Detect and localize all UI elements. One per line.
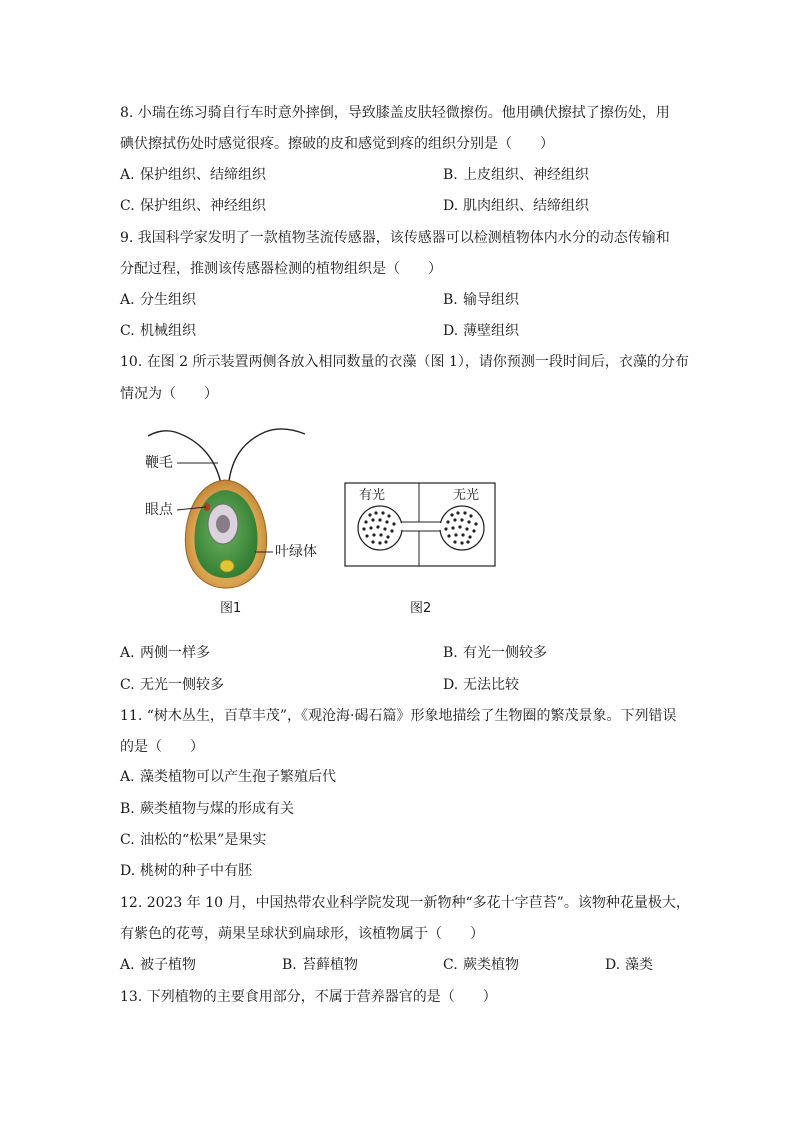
option-letter: D. bbox=[443, 677, 459, 693]
option-letter: A. bbox=[120, 769, 135, 785]
option-text: 藻类 bbox=[625, 957, 653, 973]
figure2-caption: 图2 bbox=[410, 601, 432, 616]
option-text: 苔藓植物 bbox=[302, 957, 358, 973]
q12-option-a[interactable] bbox=[120, 955, 196, 975]
q8-stem-line1: 8. 小瑞在练习骑自行车时意外摔倒，导致膝盖皮肤轻微擦伤。他用碘伏擦拭了擦伤处，用 bbox=[120, 105, 670, 121]
option-text: 藻类植物可以产生孢子繁殖后代 bbox=[140, 769, 336, 785]
option-text: 无法比较 bbox=[463, 677, 519, 693]
q9-option-b[interactable] bbox=[443, 290, 519, 310]
option-letter: A. bbox=[120, 957, 135, 973]
option-text: 保护组织、神经组织 bbox=[140, 198, 266, 214]
q10-stem-line2: 情况为（ ） bbox=[120, 386, 218, 402]
option-text: 油松的“松果”是果实 bbox=[140, 832, 267, 848]
option-letter: B. bbox=[120, 801, 135, 817]
option-letter: B. bbox=[282, 957, 297, 973]
nucleus bbox=[216, 515, 230, 533]
q11-option-a[interactable] bbox=[120, 767, 336, 787]
pyrenoid bbox=[220, 560, 234, 572]
option-letter: D. bbox=[443, 198, 459, 214]
option-letter: C. bbox=[120, 323, 135, 339]
label-dark-side: 无光 bbox=[453, 488, 480, 503]
q11-option-c[interactable] bbox=[120, 830, 266, 850]
q12-option-c[interactable] bbox=[443, 955, 519, 975]
option-letter: B. bbox=[443, 292, 458, 308]
q8-option-c[interactable] bbox=[120, 196, 266, 216]
q10-option-a[interactable] bbox=[120, 643, 210, 663]
figure1-caption: 图1 bbox=[220, 601, 242, 616]
tube-inner bbox=[399, 523, 441, 530]
option-letter: C. bbox=[120, 198, 135, 214]
q9-option-d[interactable] bbox=[443, 321, 519, 341]
option-text: 桃树的种子中有胚 bbox=[140, 863, 252, 879]
q11-stem-line1: 11. “树木丛生，百草丰茂”，《观沧海·碣石篇》形象地描绘了生物圈的繁茂景象。下列错误 bbox=[120, 708, 677, 724]
q10-option-b[interactable] bbox=[443, 643, 547, 663]
q10-option-d[interactable] bbox=[443, 675, 519, 695]
option-text: 无光一侧较多 bbox=[140, 677, 224, 693]
q8-stem-line2: 碘伏擦拭伤处时感觉很疼。擦破的皮和感觉到疼的组织分别是（ ） bbox=[120, 136, 554, 152]
q10-option-c[interactable] bbox=[120, 675, 224, 695]
option-text: 有光一侧较多 bbox=[463, 645, 547, 661]
q12-option-d[interactable] bbox=[605, 955, 653, 975]
flagellum-right bbox=[228, 429, 305, 490]
q11-option-b[interactable] bbox=[120, 799, 294, 819]
q9-option-a[interactable] bbox=[120, 290, 196, 310]
label-flagellum: 鞭毛 bbox=[145, 455, 173, 471]
q8-option-b[interactable] bbox=[443, 165, 589, 185]
option-letter: C. bbox=[120, 832, 135, 848]
option-letter: C. bbox=[120, 677, 135, 693]
option-letter: A. bbox=[120, 645, 135, 661]
option-letter: D. bbox=[443, 323, 459, 339]
option-text: 蕨类植物与煤的形成有关 bbox=[140, 801, 294, 817]
option-letter: D. bbox=[605, 957, 621, 973]
option-text: 分生组织 bbox=[140, 292, 196, 308]
option-text: 薄壁组织 bbox=[463, 323, 519, 339]
option-text: 肌肉组织、结缔组织 bbox=[463, 198, 589, 214]
option-text: 蕨类植物 bbox=[463, 957, 519, 973]
q11-option-d[interactable] bbox=[120, 861, 252, 881]
q9-stem-line1: 9. 我国科学家发明了一款植物茎流传感器，该传感器可以检测植物体内水分的动态传输和 bbox=[120, 230, 670, 246]
option-text: 两侧一样多 bbox=[140, 645, 210, 661]
q9-stem-line2: 分配过程，推测该传感器检测的植物组织是（ ） bbox=[120, 261, 442, 277]
label-chloroplast: 叶绿体 bbox=[275, 544, 317, 560]
q12-stem-line2: 有紫色的花萼，蒴果呈球状到扁球形，该植物属于（ ） bbox=[120, 926, 484, 942]
option-text: 上皮组织、神经组织 bbox=[463, 167, 589, 183]
q10-stem-line1: 10. 在图 2 所示装置两侧各放入相同数量的衣藻（图 1），请你预测一段时间后，衣藻的分布 bbox=[120, 354, 689, 370]
option-text: 保护组织、结缔组织 bbox=[140, 167, 266, 183]
q8-option-d[interactable] bbox=[443, 196, 589, 216]
q8-option-a[interactable] bbox=[120, 165, 266, 185]
option-letter: A. bbox=[120, 167, 135, 183]
label-light-side: 有光 bbox=[359, 488, 386, 503]
q12-stem-line1: 12. 2023 年 10 月，中国热带农业科学院发现一新物种“多花十字苣苔”。该物种花量极大， bbox=[120, 895, 690, 911]
q13-stem-line1: 13. 下列植物的主要食用部分，不属于营养器官的是（ ） bbox=[120, 989, 497, 1005]
option-letter: C. bbox=[443, 957, 458, 973]
label-eyespot: 眼点 bbox=[145, 502, 173, 518]
option-letter: D. bbox=[120, 863, 136, 879]
option-letter: B. bbox=[443, 167, 458, 183]
option-text: 被子植物 bbox=[140, 957, 196, 973]
option-letter: B. bbox=[443, 645, 458, 661]
option-text: 机械组织 bbox=[140, 323, 196, 339]
option-text: 输导组织 bbox=[463, 292, 519, 308]
option-letter: A. bbox=[120, 292, 135, 308]
q9-option-c[interactable] bbox=[120, 321, 196, 341]
q12-option-b[interactable] bbox=[282, 955, 358, 975]
q11-stem-line2: 的是（ ） bbox=[120, 739, 204, 755]
